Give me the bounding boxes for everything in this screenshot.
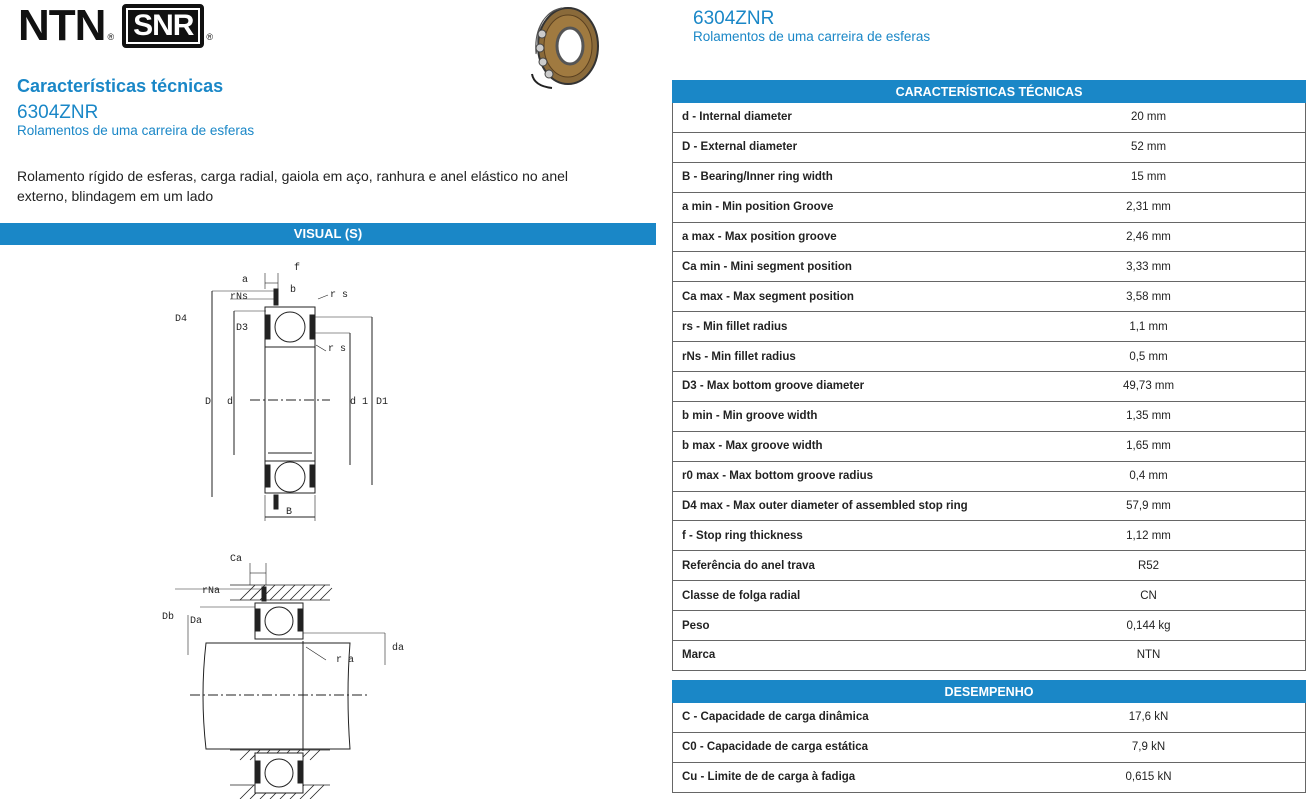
- table-row: [673, 521, 1306, 551]
- spec-label: Marca: [673, 641, 993, 671]
- table-row: [673, 611, 1306, 641]
- spec-value: 7,9 kN: [992, 732, 1305, 762]
- technical-drawing: [150, 255, 450, 799]
- spec-value: 0,615 kN: [992, 762, 1305, 792]
- label-d1: d 1: [350, 397, 369, 408]
- spec-value: 1,65 mm: [992, 431, 1305, 461]
- spec-value: 3,58 mm: [992, 282, 1305, 312]
- table-row: [673, 762, 1306, 792]
- spec-label: d - Internal diameter: [673, 103, 993, 133]
- table-row: [673, 703, 1306, 733]
- spec-label: b max - Max groove width: [673, 431, 993, 461]
- spec-value: CN: [992, 581, 1305, 611]
- technical-specs-body: [673, 103, 1306, 671]
- spec-value: 2,31 mm: [992, 192, 1305, 222]
- spec-label: Ca min - Mini segment position: [673, 252, 993, 282]
- spec-label: Referência do anel trava: [673, 551, 993, 581]
- brand-logos: [18, 1, 221, 50]
- label-D1: D1: [376, 397, 389, 408]
- label-da: da: [392, 643, 405, 654]
- label-B: B: [286, 507, 293, 518]
- table-row: [673, 461, 1306, 491]
- spec-label: C - Capacidade de carga dinâmica: [673, 703, 993, 733]
- table-row: [673, 431, 1306, 461]
- label-d: d: [227, 397, 234, 408]
- spec-label: Classe de folga radial: [673, 581, 993, 611]
- spec-label: D - External diameter: [673, 132, 993, 162]
- label-Ca: Ca: [230, 554, 243, 565]
- spec-value: 17,6 kN: [992, 703, 1305, 733]
- table-row: [673, 282, 1306, 312]
- label-D: D: [205, 397, 212, 408]
- table-row: [673, 132, 1306, 162]
- spec-value: 1,1 mm: [992, 312, 1305, 342]
- spec-value: 0,5 mm: [992, 342, 1305, 372]
- label-f: f: [294, 263, 301, 274]
- table-row: [673, 342, 1306, 372]
- perf-table-header: DESEMPENHO: [673, 681, 1306, 703]
- spec-value: 52 mm: [992, 132, 1305, 162]
- spec-value: 0,144 kg: [992, 611, 1305, 641]
- table-row: [673, 732, 1306, 762]
- table-row: [673, 641, 1306, 671]
- label-D3: D3: [236, 323, 249, 334]
- spec-label: rNs - Min fillet radius: [673, 342, 993, 372]
- spec-label: Ca max - Max segment position: [673, 282, 993, 312]
- bearing-product-image: [522, 4, 602, 90]
- spec-label: r0 max - Max bottom groove radius: [673, 461, 993, 491]
- performance-body: [673, 703, 1306, 793]
- product-description: Rolamento rígido de esferas, carga radial, gaiola em aço, ranhura e anel elástico no anel externo, blindagem em um lado: [17, 168, 568, 204]
- label-Db: Db: [162, 612, 175, 623]
- model-name-right: 6304ZNR: [693, 8, 775, 29]
- label-Da: Da: [190, 616, 203, 627]
- model-name: 6304ZNR: [17, 102, 99, 123]
- spec-label: B - Bearing/Inner ring width: [673, 162, 993, 192]
- label-D4: D4: [175, 314, 188, 325]
- spec-value: 20 mm: [992, 103, 1305, 133]
- section-title: Características técnicas: [17, 76, 224, 96]
- model-subtitle: Rolamentos de uma carreira de esferas: [17, 123, 255, 138]
- label-rs-mid: r s: [328, 344, 347, 355]
- performance-table: [672, 680, 1306, 793]
- label-b: b: [290, 285, 297, 296]
- spec-label: D4 max - Max outer diameter of assembled stop ring: [673, 491, 993, 521]
- spec-label: rs - Min fillet radius: [673, 312, 993, 342]
- spec-value: 1,12 mm: [992, 521, 1305, 551]
- mounting-drawing: [175, 563, 385, 799]
- ntn-logo: NTN: [18, 1, 106, 50]
- label-rNs: rNs: [230, 292, 249, 303]
- label-rNa: rNa: [202, 586, 221, 597]
- spec-label: a min - Min position Groove: [673, 192, 993, 222]
- technical-specs-table: [672, 80, 1306, 671]
- left-panel: [0, 0, 656, 799]
- bearing-section-drawing: [212, 273, 372, 521]
- snr-logo: SNR: [122, 4, 204, 48]
- table-row: [673, 491, 1306, 521]
- table-row: [673, 162, 1306, 192]
- table-row: [673, 551, 1306, 581]
- table-row: [673, 103, 1306, 133]
- spec-value: 3,33 mm: [992, 252, 1305, 282]
- table-row: [673, 401, 1306, 431]
- label-a: a: [242, 275, 249, 286]
- table-row: [673, 222, 1306, 252]
- spec-label: D3 - Max bottom groove diameter: [673, 372, 993, 402]
- spec-value: 57,9 mm: [992, 491, 1305, 521]
- spec-label: Peso: [673, 611, 993, 641]
- spec-value: NTN: [992, 641, 1305, 671]
- label-ra: r a: [336, 655, 355, 666]
- table-row: [673, 252, 1306, 282]
- table-row: [673, 312, 1306, 342]
- registered-mark: ®: [107, 32, 115, 42]
- right-panel: [672, 0, 1306, 799]
- spec-label: C0 - Capacidade de carga estática: [673, 732, 993, 762]
- spec-label: f - Stop ring thickness: [673, 521, 993, 551]
- table-row: [673, 581, 1306, 611]
- spec-value: 2,46 mm: [992, 222, 1305, 252]
- model-subtitle-right: Rolamentos de uma carreira de esferas: [693, 29, 931, 44]
- spec-label: Cu - Limite de de carga à fadiga: [673, 762, 993, 792]
- spec-label: b min - Min groove width: [673, 401, 993, 431]
- table-row: [673, 372, 1306, 402]
- visual-header: VISUAL (S): [0, 223, 656, 245]
- table-row: [673, 192, 1306, 222]
- spec-value: 1,35 mm: [992, 401, 1305, 431]
- spec-value: R52: [992, 551, 1305, 581]
- spec-value: 0,4 mm: [992, 461, 1305, 491]
- label-rs-top: r s: [330, 290, 349, 301]
- spec-value: 15 mm: [992, 162, 1305, 192]
- tech-table-header: CARACTERÍSTICAS TÉCNICAS: [673, 81, 1306, 103]
- spec-label: a max - Max position groove: [673, 222, 993, 252]
- spec-value: 49,73 mm: [992, 372, 1305, 402]
- registered-mark-snr: ®: [206, 32, 214, 42]
